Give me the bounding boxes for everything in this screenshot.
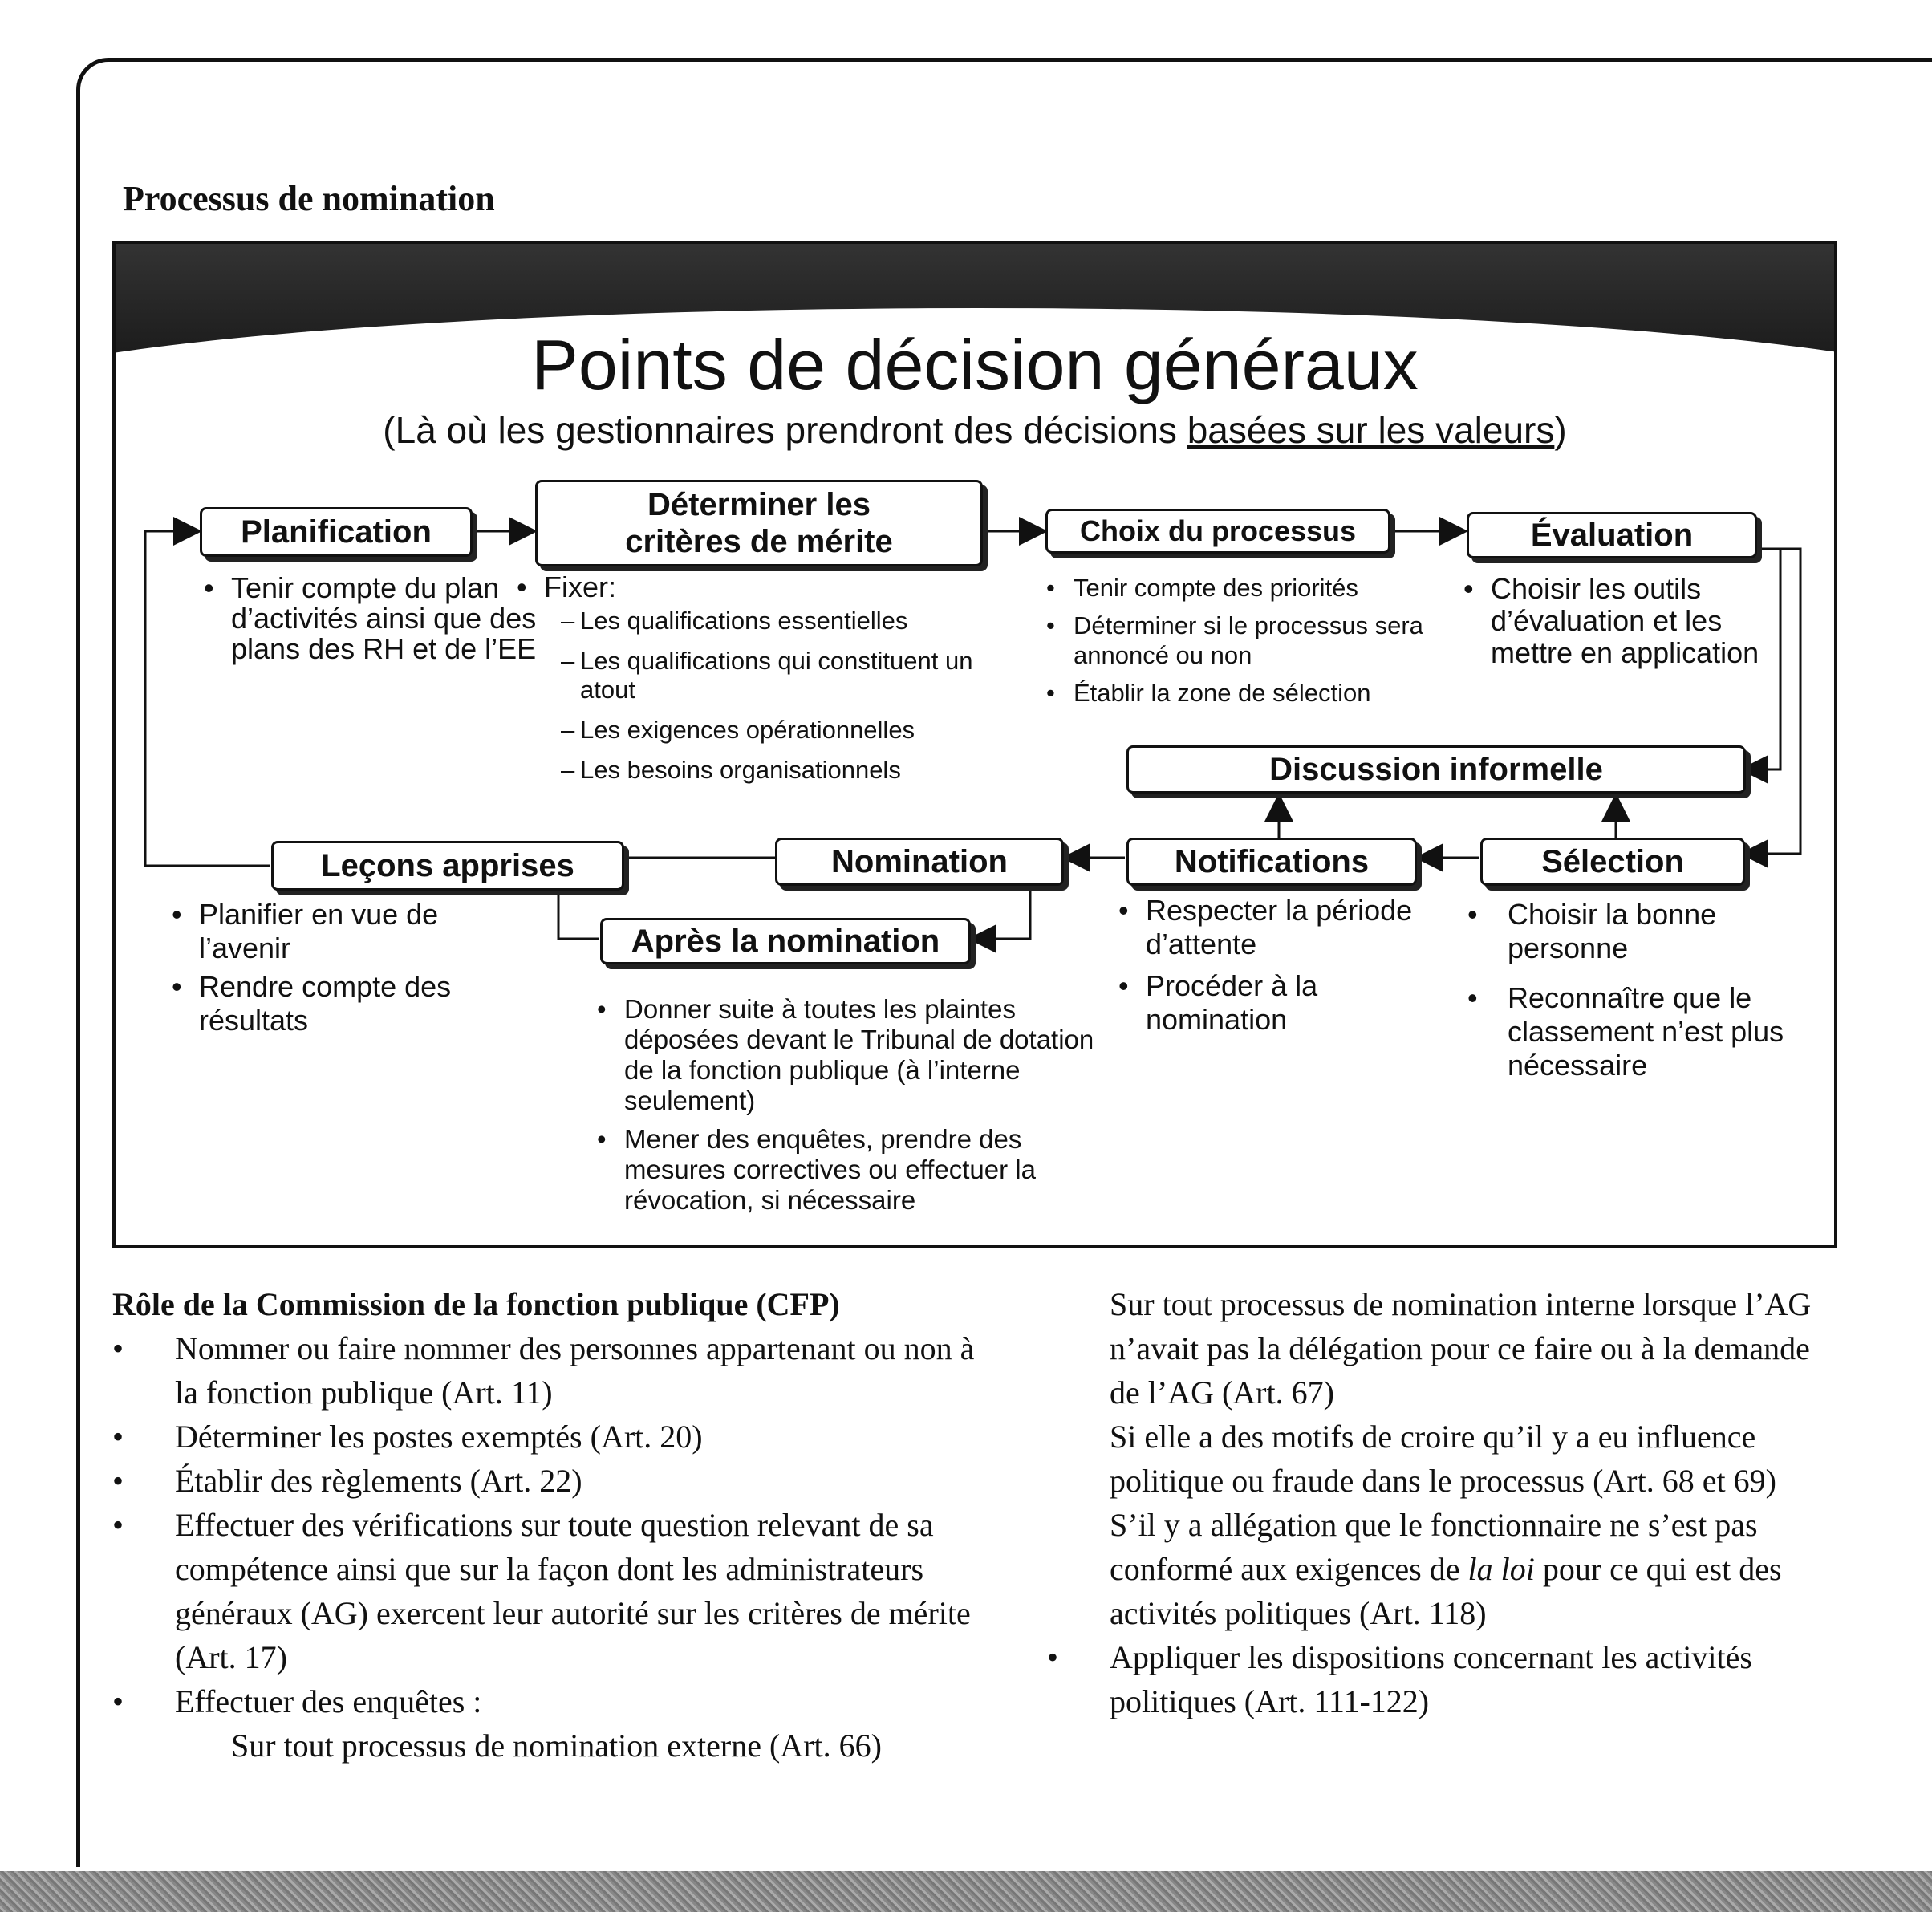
- node-lecons-apprises: Leçons apprises: [271, 841, 624, 891]
- notes-criteres: [517, 570, 998, 785]
- subtitle-underlined: basées sur les valeurs: [1187, 409, 1555, 451]
- note-item: • Tenir compte des priorités: [1046, 573, 1431, 603]
- cfp-item: • Appliquer les dispositions concernant les activités politiques (Art. 111-122): [1047, 1635, 1833, 1723]
- subtitle-end: ): [1554, 409, 1567, 451]
- note-item: • Tenir compte du plan d’activités ainsi que des plans des RH et de l’EE: [204, 573, 541, 664]
- note-item: • Respecter la période d’attente: [1118, 894, 1439, 961]
- note-item: • Rendre compte des résultats: [172, 970, 517, 1037]
- note-item: – Les besoins organisationnels: [561, 756, 998, 785]
- cfp-item: • Déterminer les postes exemptés (Art. 20): [112, 1415, 1003, 1459]
- cfp-enquete-activites-b: pour ce qui est des activités politiques (Art. 118): [1110, 1551, 1782, 1631]
- note-criteres-lead: [517, 570, 998, 603]
- note-item: • Planifier en vue de l’avenir: [172, 898, 517, 965]
- note-item: • Reconnaître que le classement n’est plus nécessaire: [1467, 981, 1804, 1082]
- page-bottom-border: [0, 1871, 1932, 1912]
- node-choix-processus: Choix du processus: [1045, 509, 1390, 554]
- cfp-list-right: [1047, 1635, 1833, 1723]
- node-evaluation: Évaluation: [1467, 512, 1757, 558]
- cfp-heading: Rôle de la Commission de la fonction publique (CFP): [112, 1286, 840, 1322]
- cfp-list: [112, 1326, 1003, 1723]
- notes-notifications: [1118, 894, 1439, 1037]
- node-criteres-merite: Déterminer les critères de mérite: [535, 480, 983, 566]
- cfp-enquete-activites-a: S’il y a allégation que le fonctionnaire ne s’est pas conformé aux exigences de: [1110, 1507, 1758, 1587]
- node-selection: Sélection: [1480, 838, 1745, 886]
- bullet-dot: •: [517, 570, 527, 603]
- cfp-item: • Effectuer des enquêtes :: [112, 1679, 1003, 1723]
- note-item: – Les exigences opérationnelles: [561, 716, 998, 745]
- cfp-enquete-activites: [1047, 1503, 1833, 1635]
- cfp-item: • Nommer ou faire nommer des personnes appartenant ou non à la fonction publique (Art. 11): [112, 1326, 1003, 1415]
- note-item: • Choisir les outils d’évaluation et les mettre en application: [1463, 573, 1800, 669]
- cfp-enquete-interne: Sur tout processus de nomination interne lorsque l’AG n’avait pas la délégation pour ce faire ou à la demande de l’AG (Art. 67): [1110, 1286, 1812, 1411]
- cfp-la-loi: la loi: [1467, 1551, 1535, 1587]
- edge-nomination-apres: [972, 886, 1030, 939]
- cfp-left-column: [112, 1282, 1003, 1768]
- node-apres-nomination: Après la nomination: [600, 918, 971, 964]
- notes-lecons: [172, 898, 517, 1037]
- note-item: • Donner suite à toutes les plaintes déposées devant le Tribunal de dotation de la fonction publique (à l’interne seulement): [597, 994, 1110, 1116]
- cfp-item: • Effectuer des vérifications sur toute question relevant de sa compétence ainsi que sur la façon dont les administrateurs généraux (AG) exercent leur autorité sur les critères de mérite (Art. 17): [112, 1503, 1003, 1679]
- subtitle-part: (Là où les gestionnaires prendront des décisions: [383, 409, 1187, 451]
- node-discussion-informelle: Discussion informelle: [1126, 745, 1746, 794]
- cfp-right-column: [1047, 1282, 1833, 1723]
- node-notifications: Notifications: [1126, 838, 1417, 886]
- note-item: • Établir la zone de sélection: [1046, 678, 1431, 708]
- notes-apres: [597, 994, 1110, 1216]
- notes-choix: [1046, 573, 1431, 708]
- note-item: • Mener des enquêtes, prendre des mesures correctives ou effectuer la révocation, si nécessaire: [597, 1124, 1110, 1216]
- section-title: Processus de nomination: [123, 179, 495, 218]
- diagram-slide: [112, 241, 1837, 1248]
- notes-planification: [204, 570, 541, 665]
- note-item: – Les qualifications essentielles: [561, 607, 998, 635]
- note-criteres-lead-text: Fixer:: [544, 570, 616, 603]
- note-item: – Les qualifications qui constituent un atout: [561, 647, 998, 704]
- criteres-list: [561, 607, 998, 785]
- cfp-item: • Établir des règlements (Art. 22): [112, 1459, 1003, 1503]
- cfp-enquete-influence: Si elle a des motifs de croire qu’il y a eu influence politique ou fraude dans le processus (Art. 68 et 69): [1110, 1419, 1776, 1499]
- note-item: • Choisir la bonne personne: [1467, 898, 1804, 965]
- cfp-enquete-externe: Sur tout processus de nomination externe (Art. 66): [231, 1727, 882, 1764]
- note-item: • Déterminer si le processus sera annoncé ou non: [1046, 611, 1431, 670]
- note-item: • Procéder à la nomination: [1118, 969, 1439, 1037]
- notes-evaluation: [1463, 573, 1800, 669]
- node-planification: Planification: [200, 507, 473, 557]
- notes-selection: [1467, 898, 1804, 1082]
- node-nomination: Nomination: [775, 838, 1064, 886]
- slide-title: Points de décision généraux: [531, 325, 1419, 404]
